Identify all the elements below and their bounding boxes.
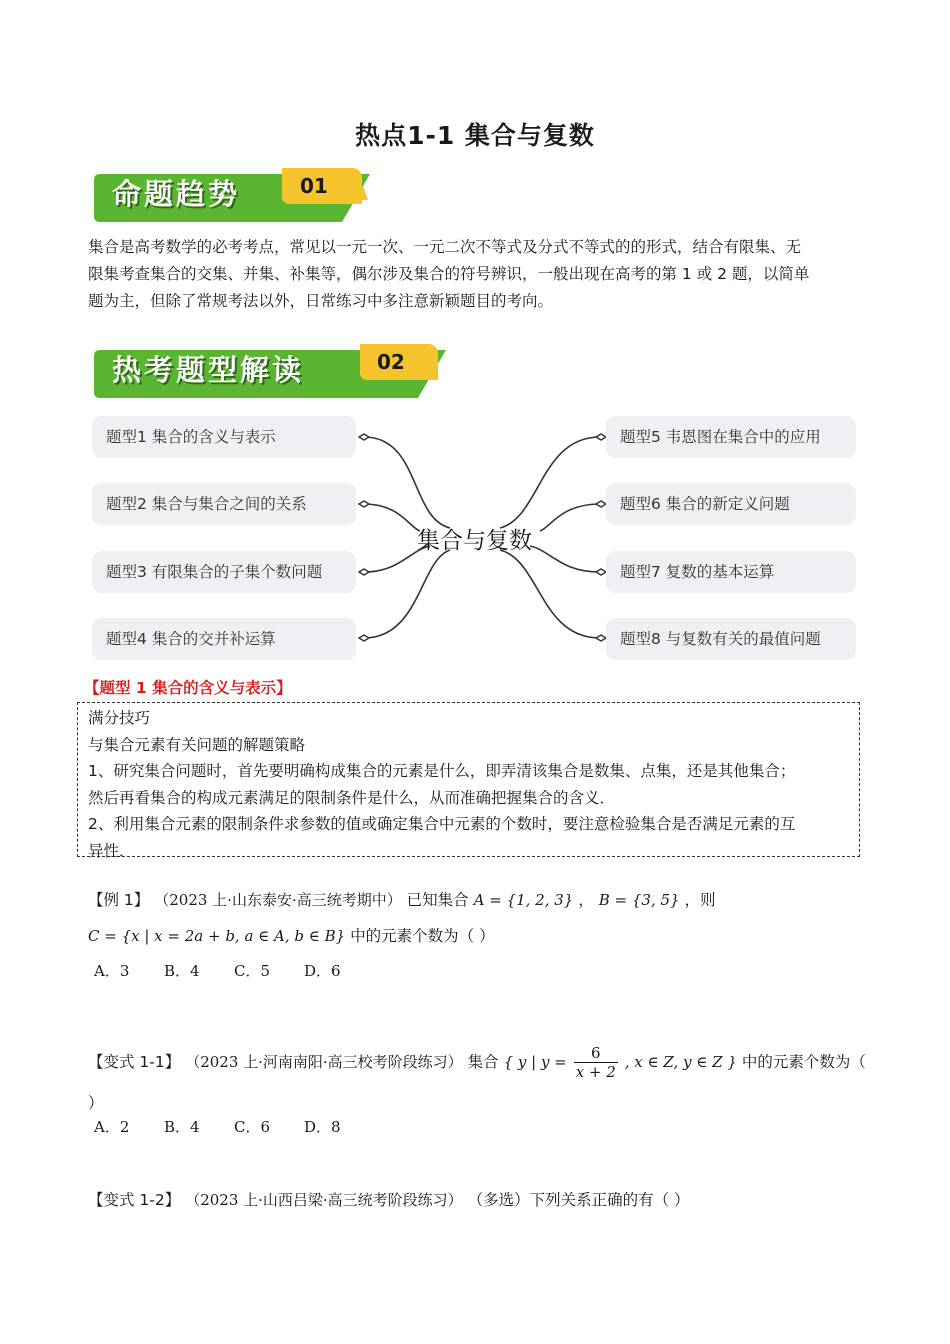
intro-line: 限集考查集合的交集、并集、补集等，偶尔涉及集合的符号辨识，一般出现在高考的第 1 或 2 题，以简单 [88, 265, 810, 283]
example-1-line2 [88, 923, 495, 949]
separator: ， [578, 891, 594, 909]
variant-text: 中的元素个数为（ [741, 1053, 866, 1071]
variant-1-2-line [88, 1187, 690, 1213]
variant-text: 集合 [467, 1053, 499, 1071]
variant-label: 【变式 1-1】 [88, 1053, 181, 1071]
fraction [574, 1044, 618, 1081]
example-text: ，则 [684, 891, 716, 909]
mindmap-topic-7: 题型7 复数的基本运算 [606, 551, 856, 593]
banner-number: 01 [300, 174, 328, 198]
example-source: （2023 上·山东泰安·高三统考期中） [154, 891, 402, 909]
variant-1-1-options [94, 1116, 374, 1137]
mindmap-topic-3: 题型3 有限集合的子集个数问题 [92, 551, 356, 593]
section-banner-hot-topics [90, 342, 450, 404]
option-a: A．2 [94, 1118, 130, 1136]
tips-text: 1、研究集合问题时，首先要明确构成集合的元素是什么，即弄清该集合是数集、点集，还是其他集合； [88, 762, 796, 780]
option-c: C．6 [234, 1118, 271, 1136]
mindmap-topic-4: 题型4 集合的交并补运算 [92, 618, 356, 660]
tips-text: 2、利用集合元素的限制条件求参数的值或确定集合中元素的个数时，要注意检验集合是否满足元素的互 [88, 815, 796, 833]
variant-1-1-line1 [88, 1044, 866, 1081]
intro-line: 题为主，但除了常规考法以外，日常练习中多注意新颖题目的考向。 [88, 292, 554, 310]
intro-paragraph [88, 234, 868, 315]
example-text: 中的元素个数为（ ） [350, 927, 495, 945]
variant-source: （2023 上·山西吕梁·高三统考阶段练习） [185, 1191, 463, 1209]
option-a: A．3 [94, 962, 130, 980]
mindmap-topic-6: 题型6 集合的新定义问题 [606, 483, 856, 525]
option-d: D．6 [304, 962, 341, 980]
page-title: 热点1-1 集合与复数 [355, 121, 595, 150]
fraction-numerator: 6 [574, 1044, 618, 1063]
option-c: C．5 [234, 962, 271, 980]
example-label: 【例 1】 [88, 891, 150, 909]
set-a: A = {1, 2, 3} [473, 891, 574, 909]
tips-heading: 满分技巧 [88, 709, 151, 727]
banner-number: 02 [377, 350, 405, 374]
option-b: B．4 [164, 962, 200, 980]
mindmap-topic-8: 题型8 与复数有关的最值问题 [606, 618, 856, 660]
mindmap-topic-2: 题型2 集合与集合之间的关系 [92, 483, 356, 525]
fraction-denominator: x + 2 [575, 1063, 616, 1081]
set-expression-right: , x ∈ Z, y ∈ Z } [624, 1053, 737, 1071]
variant-source: （2023 上·河南南阳·高三校考阶段练习） [185, 1053, 463, 1071]
set-c: C = {x | x = 2a + b, a ∈ A, b ∈ B} [88, 927, 346, 945]
example-1-options [94, 960, 374, 981]
option-b: B．4 [164, 1118, 200, 1136]
variant-close-paren: ） [88, 1094, 104, 1112]
mindmap-center: 集合与复数 [417, 528, 532, 554]
example-text: 已知集合 [406, 891, 469, 909]
tips-text: 然后再看集合的构成元素满足的限制条件是什么，从而准确把握集合的含义． [88, 788, 616, 807]
mindmap-topic-1: 题型1 集合的含义与表示 [92, 416, 356, 458]
banner-title: 命题趋势 [112, 177, 241, 211]
example-1-line1 [88, 887, 716, 913]
topic-heading: 【题型 1 集合的含义与表示】 [84, 679, 292, 697]
variant-text: （多选）下列关系正确的有（ ） [467, 1191, 690, 1209]
mindmap-topic-5: 题型5 韦恩图在集合中的应用 [606, 416, 856, 458]
section-banner-trend [90, 166, 380, 228]
tips-text: 异性． [88, 841, 135, 860]
option-d: D．8 [304, 1118, 341, 1136]
tips-box [77, 702, 860, 860]
tips-subheading: 与集合元素有关问题的解题策略 [88, 735, 306, 754]
banner-title: 热考题型解读 [112, 353, 305, 387]
set-expression-left: { y | y = [503, 1053, 567, 1071]
variant-label: 【变式 1-2】 [88, 1191, 181, 1209]
set-b: B = {3, 5} [598, 891, 680, 909]
intro-line: 集合是高考数学的必考考点，常见以一元一次、一元二次不等式及分式不等式的的形式，结合有限集、无 [88, 238, 802, 256]
